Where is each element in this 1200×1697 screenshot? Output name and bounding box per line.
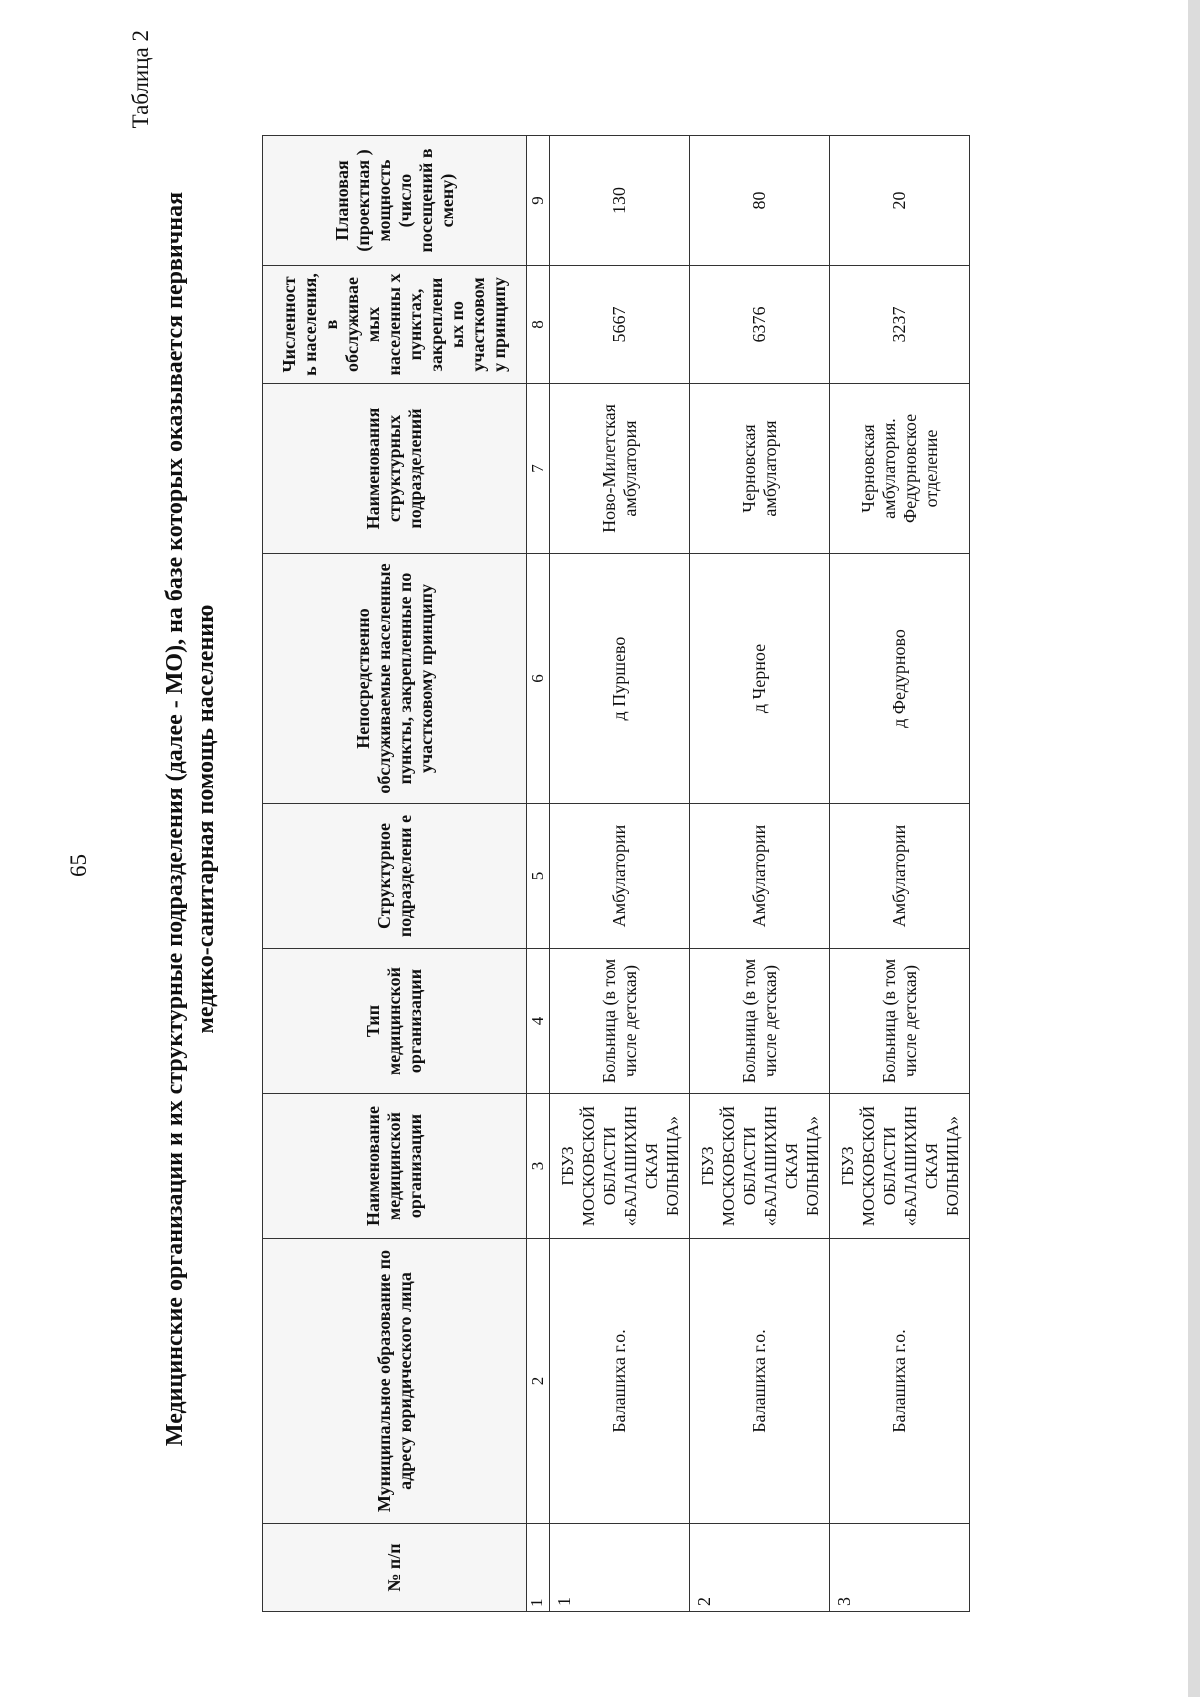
document-title bbox=[160, 69, 222, 1569]
org-type-cell: Больница (в том числе детская) bbox=[830, 949, 970, 1094]
title-line-2: медико-санитарная помощь населению bbox=[193, 604, 219, 1034]
header-population: Численност ь населения, в обслуживае мых населенны х пунктах, закреплени ых по участковом у принципу bbox=[263, 266, 527, 384]
column-number: 9 bbox=[527, 136, 550, 266]
settlements-cell: д Черное bbox=[690, 554, 830, 804]
column-number-row bbox=[527, 136, 550, 1612]
title-line-1: Медицинские организации и их структурные подразделения (далее - МО), на базе которых оказывается первичная bbox=[162, 191, 188, 1447]
header-settlements: Непосредственно обслуживаемые населенные пункты, закрепленные по участковому принципу bbox=[263, 554, 527, 804]
header-unit: Структурное подразделени е bbox=[263, 804, 527, 949]
column-number: 4 bbox=[527, 949, 550, 1094]
table-row bbox=[830, 136, 970, 1612]
header-org-name: Наименование медицинской организации bbox=[263, 1094, 527, 1239]
header-org-type: Тип медицинской организации bbox=[263, 949, 527, 1094]
row-number: 1 bbox=[550, 1524, 690, 1612]
column-number: 6 bbox=[527, 554, 550, 804]
row-number: 3 bbox=[830, 1524, 970, 1612]
municipality-cell: Балашиха г.о. bbox=[550, 1239, 690, 1524]
column-number: 2 bbox=[527, 1239, 550, 1524]
table-row bbox=[690, 136, 830, 1612]
org-name-cell: ГБУЗ МОСКОВСКОЙ ОБЛАСТИ «БАЛАШИХИН СКАЯ БОЛЬНИЦА» bbox=[830, 1094, 970, 1239]
capacity-cell: 80 bbox=[690, 136, 830, 266]
unit-cell: Амбулатории bbox=[690, 804, 830, 949]
column-number: 8 bbox=[527, 266, 550, 384]
capacity-cell: 130 bbox=[550, 136, 690, 266]
header-num: № п/п bbox=[263, 1524, 527, 1612]
row-number: 2 bbox=[690, 1524, 830, 1612]
mo-table bbox=[262, 135, 970, 1612]
column-number: 7 bbox=[527, 384, 550, 554]
table-row bbox=[550, 136, 690, 1612]
header-municipality: Муниципальное образование по адресу юридического лица bbox=[263, 1239, 527, 1524]
capacity-cell: 20 bbox=[830, 136, 970, 266]
unit-name-cell: Черновская амбулатория bbox=[690, 384, 830, 554]
municipality-cell: Балашиха г.о. bbox=[830, 1239, 970, 1524]
unit-name-cell: Ново-Милетская амбулатория bbox=[550, 384, 690, 554]
org-type-cell: Больница (в том числе детская) bbox=[550, 949, 690, 1094]
org-name-cell: ГБУЗ МОСКОВСКОЙ ОБЛАСТИ «БАЛАШИХИН СКАЯ БОЛЬНИЦА» bbox=[690, 1094, 830, 1239]
population-cell: 3237 bbox=[830, 266, 970, 384]
header-row bbox=[263, 136, 527, 1612]
settlements-cell: д Пуршево bbox=[550, 554, 690, 804]
org-name-cell: ГБУЗ МОСКОВСКОЙ ОБЛАСТИ «БАЛАШИХИН СКАЯ БОЛЬНИЦА» bbox=[550, 1094, 690, 1239]
column-number: 5 bbox=[527, 804, 550, 949]
population-cell: 6376 bbox=[690, 266, 830, 384]
column-number: 1 bbox=[527, 1524, 550, 1612]
org-type-cell: Больница (в том числе детская) bbox=[690, 949, 830, 1094]
table-caption: Таблица 2 bbox=[128, 30, 153, 129]
population-cell: 5667 bbox=[550, 266, 690, 384]
settlements-cell: д Федурново bbox=[830, 554, 970, 804]
unit-name-cell: Черновская амбулатория. Федурновское отделение bbox=[830, 384, 970, 554]
page-number: 65 bbox=[66, 854, 91, 877]
unit-cell: Амбулатории bbox=[550, 804, 690, 949]
header-unit-name: Наименования структурных подразделений bbox=[263, 384, 527, 554]
header-capacity: Плановая (проектная ) мощность (число посещений в смену) bbox=[263, 136, 527, 266]
column-number: 3 bbox=[527, 1094, 550, 1239]
municipality-cell: Балашиха г.о. bbox=[690, 1239, 830, 1524]
unit-cell: Амбулатории bbox=[830, 804, 970, 949]
